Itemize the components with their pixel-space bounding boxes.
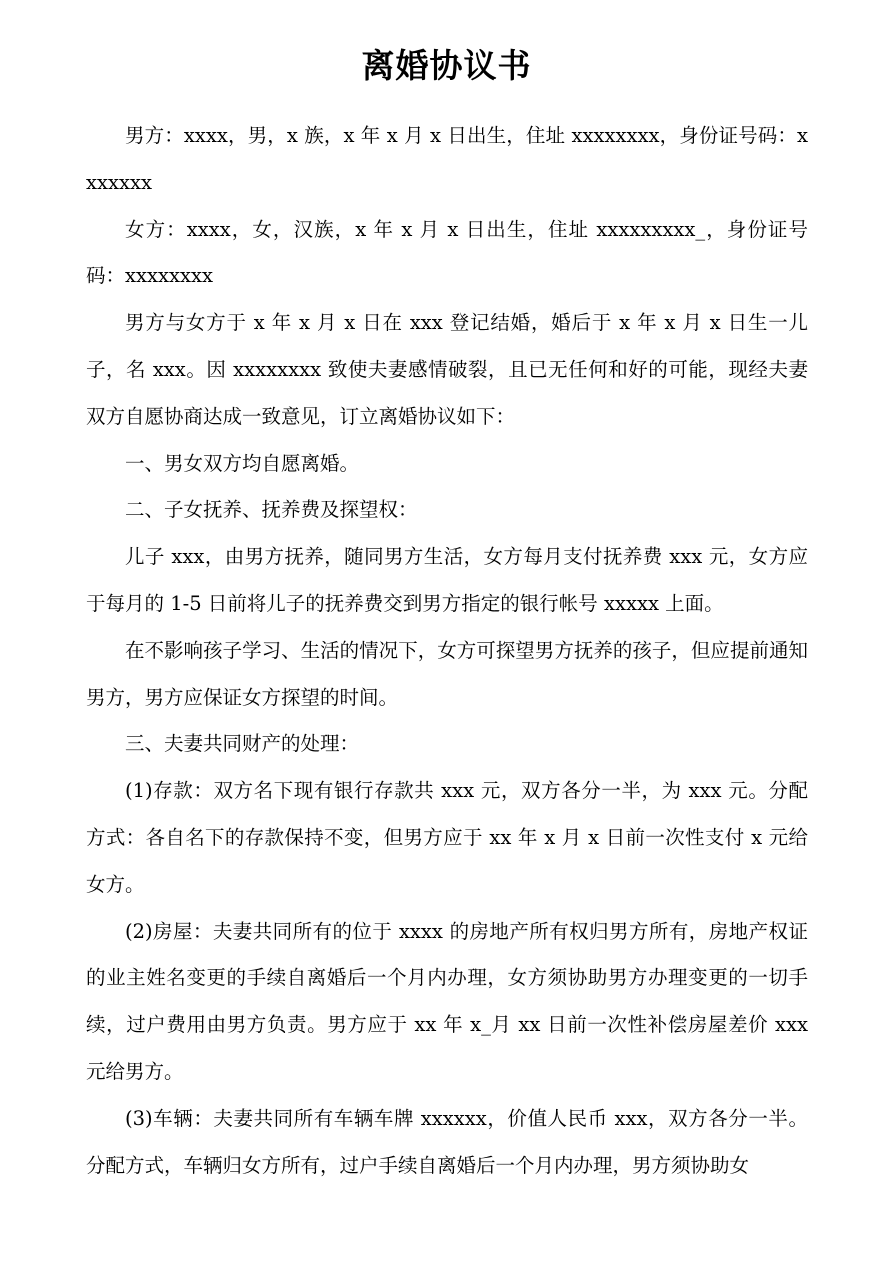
clause-2-heading: 二、子女抚养、抚养费及探望权：	[125, 498, 418, 522]
document-title: 离婚协议书	[361, 46, 532, 85]
paragraph-husband-info: 男方：xxxx，男，x 族，x 年 x 月 x 日出生，住址 xxxxxxxx，身份证号码：xxxxxxx	[86, 124, 808, 194]
paragraph-marriage-background: 男方与女方于 x 年 x 月 x 日在 xxx 登记结婚，婚后于 x 年 x 月 x 日生一儿子，名 xxx。因 xxxxxxxx 致使夫妻感情破裂，且已无任何和好的可能，现经夫妻双方自愿协商达成一致意见，订立离婚协议如下：	[86, 311, 808, 428]
paragraph-wife-info: 女方：xxxx，女，汉族，x 年 x 月 x 日出生，住址 xxxxxxxxx_，身份证号码：xxxxxxxx	[86, 217, 808, 288]
paragraph-vehicle: (3)车辆：夫妻共同所有车辆车牌 xxxxxx，价值人民币 xxx，双方各分一半。分配方式，车辆归女方所有，过户手续自离婚后一个月内办理，男方须协助女	[86, 1106, 808, 1177]
paragraph-child-support: 儿子 xxx，由男方抚养，随同男方生活，女方每月支付抚养费 xxx 元，女方应于每月的 1-5 日前将儿子的抚养费交到男方指定的银行帐号 xxxxx 上面。	[86, 545, 808, 615]
document-body	[86, 113, 808, 1189]
paragraph-deposits: (1)存款：双方名下现有银行存款共 xxx 元，双方各分一半，为 xxx 元。分配方式：各自名下的存款保持不变，但男方应于 xx 年 x 月 x 日前一次性支付 x 元给女方。	[86, 779, 808, 896]
clause-1-divorce: 一、男女双方均自愿离婚。	[125, 451, 360, 475]
clause-3-heading: 三、夫妻共同财产的处理：	[125, 732, 360, 756]
paragraph-visitation: 在不影响孩子学习、生活的情况下，女方可探望男方抚养的孩子，但应提前通知男方，男方应保证女方探望的时间。	[86, 638, 808, 709]
paragraph-house: (2)房屋：夫妻共同所有的位于 xxxx 的房地产所有权归男方所有，房地产权证的业主姓名变更的手续自离婚后一个月内办理，女方须协助男方办理变更的一切手续，过户费用由男方负责。男方应于 xx 年 x_月 xx 日前一次性补偿房屋差价 xxx 元给男方。	[86, 919, 808, 1083]
